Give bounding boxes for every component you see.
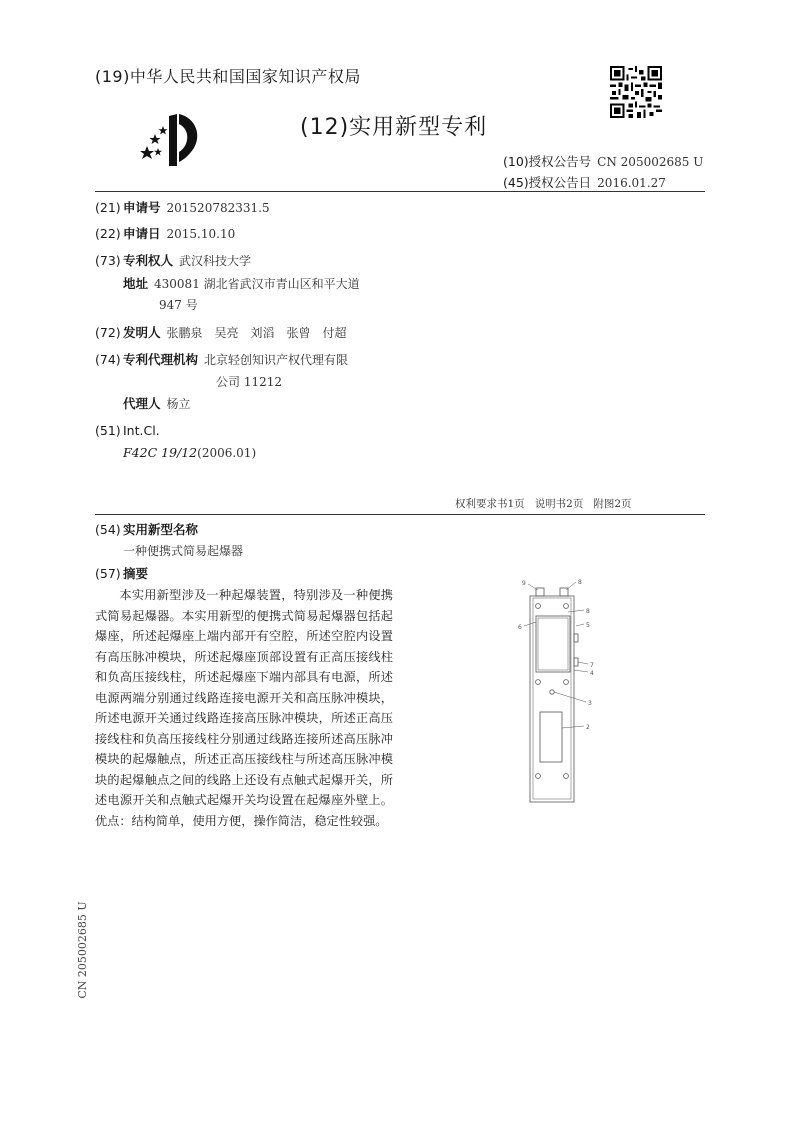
agent: 杨立 bbox=[166, 397, 191, 411]
cnipa-logo bbox=[133, 108, 205, 168]
application-number-row bbox=[95, 198, 270, 218]
publication-date-label: (45)授权公告日 bbox=[503, 175, 592, 190]
field-code: (21) bbox=[95, 200, 121, 215]
inventors-row bbox=[95, 323, 347, 343]
publication-number-label: (10)授权公告号 bbox=[503, 154, 592, 169]
application-date-row bbox=[95, 224, 235, 244]
ipc-class-row bbox=[123, 443, 256, 463]
publication-number: CN 205002685 U bbox=[597, 155, 704, 169]
field-code: (54) bbox=[95, 522, 121, 537]
drawing-label: 8 bbox=[578, 579, 582, 586]
address-row bbox=[123, 274, 360, 294]
claims-pages: 权利要求书1页 bbox=[455, 498, 525, 510]
inventors-label: 发明人 bbox=[123, 325, 161, 340]
int-cl-row bbox=[95, 421, 160, 441]
side-number-text: CN 205002685 U bbox=[76, 901, 89, 999]
address-line-1: 430081 湖北省武汉市青山区和平大道 bbox=[154, 277, 360, 291]
field-code: (73) bbox=[95, 253, 121, 268]
agent-row bbox=[123, 394, 191, 414]
positive-terminal bbox=[536, 588, 544, 596]
power-supply bbox=[540, 712, 562, 762]
field-code: (22) bbox=[95, 226, 121, 241]
drawing-pages: 附图2页 bbox=[593, 498, 632, 510]
field-code: (74) bbox=[95, 352, 121, 367]
issuing-office: (19)中华人民共和国国家知识产权局 bbox=[95, 67, 361, 86]
patentee-label: 专利权人 bbox=[123, 253, 174, 268]
field-code: (57) bbox=[95, 566, 121, 581]
patentee-row bbox=[95, 251, 251, 271]
ipc-class: F42C 19/12 bbox=[123, 445, 198, 460]
int-cl-label: Int.Cl. bbox=[123, 423, 160, 438]
representative-drawing bbox=[518, 578, 600, 810]
document-type: (12)实用新型专利 bbox=[300, 115, 488, 140]
drawing-label: 9 bbox=[522, 580, 526, 587]
biblio-divider bbox=[95, 514, 705, 515]
application-date-label: 申请日 bbox=[123, 226, 161, 241]
qr-code bbox=[610, 66, 662, 118]
address-label: 地址 bbox=[123, 276, 149, 291]
title-label: 实用新型名称 bbox=[123, 522, 199, 537]
field-code: (72) bbox=[95, 325, 121, 340]
abstract-heading bbox=[95, 564, 148, 584]
address-line-2-row bbox=[159, 295, 198, 315]
agency-line-2: 公司 11212 bbox=[216, 375, 282, 389]
drawing-label: 5 bbox=[586, 622, 590, 629]
abstract-text: 本实用新型涉及一种起爆装置，特别涉及一种便携式简易起爆器。本实用新型的便携式简易起爆器包括起爆座，所述起爆座上端内部开有空腔，所述空腔内设置有高压脉冲模块，所述起爆座顶部设置有正高压接线柱和负高压接线柱，所述起爆座下端内部具有电源，所述电源两端分别通过线路连接电源开关和高压脉冲模块，所述电源开关通过线路连接高压脉冲模块，所述正高压接线柱和负高压接线柱分别通过线路连接所述高压脉冲模块的起爆触点，所述正高压接线柱与所述高压脉冲模块的起爆触点之间的线路上还设有点触式起爆开关，所述电源开关和点触式起爆开关均设置在起爆座外壁上。优点：结构简单，使用方便，操作简洁，稳定性较强。 bbox=[95, 588, 393, 828]
agency-label: 专利代理机构 bbox=[123, 352, 199, 367]
description-pages: 说明书2页 bbox=[534, 498, 584, 510]
drawing-label: 2 bbox=[586, 724, 590, 731]
publication-date: 2016.01.27 bbox=[597, 176, 666, 190]
agency-row bbox=[95, 350, 348, 370]
address-line-2: 947 号 bbox=[159, 298, 198, 312]
drawing-label: 6 bbox=[518, 624, 522, 631]
power-switch bbox=[574, 634, 578, 642]
trigger-switch bbox=[574, 658, 578, 666]
header-divider bbox=[95, 191, 705, 192]
drawing-label: 4 bbox=[590, 670, 594, 677]
ipc-version: (2006.01) bbox=[197, 446, 257, 460]
abstract-label: 摘要 bbox=[123, 566, 149, 581]
field-code: (51) bbox=[95, 423, 121, 438]
application-date: 2015.10.10 bbox=[166, 227, 236, 241]
utility-model-title bbox=[123, 541, 243, 561]
application-number: 201520782331.5 bbox=[166, 201, 270, 215]
pulse-module bbox=[536, 616, 570, 672]
inventors: 张鹏泉 吴亮 刘滔 张曾 付超 bbox=[166, 326, 347, 340]
page-count-summary bbox=[455, 496, 642, 511]
publication-date-row bbox=[503, 173, 666, 191]
drawing-label: 3 bbox=[588, 700, 592, 707]
agency-line-1: 北京轻创知识产权代理有限 bbox=[204, 353, 349, 367]
agency-line-2-row bbox=[216, 372, 282, 392]
drawing-label: 7 bbox=[590, 662, 594, 669]
title-text: 一种便携式简易起爆器 bbox=[123, 544, 244, 558]
side-publication-number bbox=[63, 900, 103, 1000]
publication-number-row bbox=[503, 152, 703, 170]
patentee: 武汉科技大学 bbox=[179, 254, 252, 268]
application-number-label: 申请号 bbox=[123, 200, 161, 215]
drawing-label: 8 bbox=[586, 608, 590, 615]
utility-model-title-heading bbox=[95, 520, 198, 540]
detonator-base bbox=[530, 596, 574, 802]
agent-label: 代理人 bbox=[123, 396, 161, 411]
